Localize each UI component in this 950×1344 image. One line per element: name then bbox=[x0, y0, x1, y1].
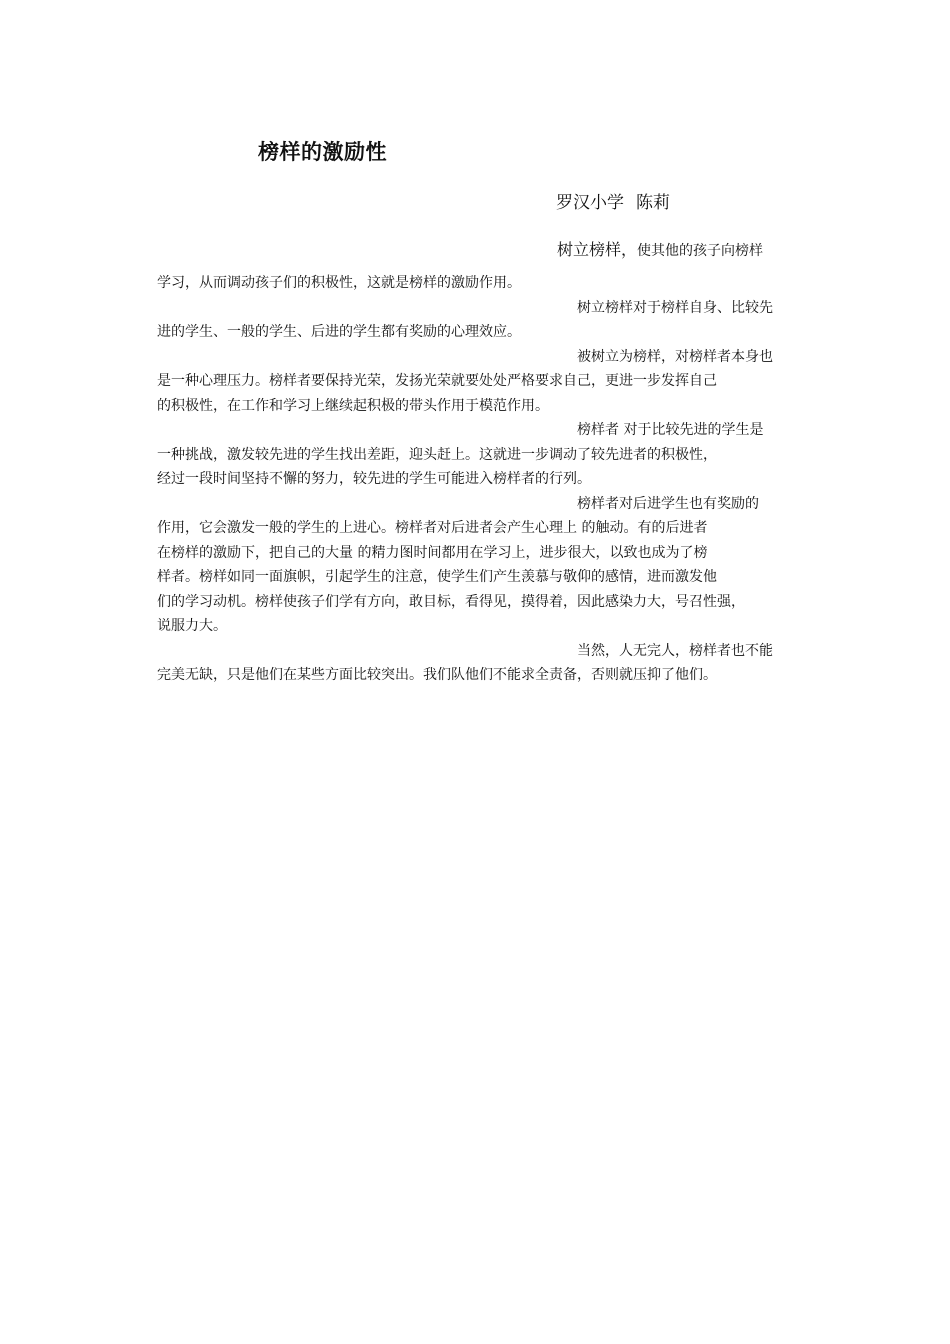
paragraph-line: 进的学生、一般的学生、后进的学生都有奖励的心理效应。 bbox=[157, 324, 521, 340]
paragraph-lead: 树立榜样， bbox=[557, 240, 638, 259]
paragraph-line: 是一种心理压力。榜样者要保持光荣，发扬光荣就要处处严格要求自己，更进一步发挥自己 bbox=[157, 373, 717, 389]
paragraph-first-line: 树立榜样，使其他的孩子向榜样 bbox=[557, 240, 764, 259]
paragraph-first-line: 榜样者对后进学生也有奖励的 bbox=[577, 495, 759, 512]
paragraph-line: 作用，它会激发一般的学生的上进心。榜样者对后进者会产生心理上 的触动。有的后进者 bbox=[157, 520, 708, 536]
author-name: 陈莉 bbox=[636, 193, 670, 213]
paragraph-first-line: 当然，人无完人，榜样者也不能 bbox=[577, 642, 773, 659]
paragraph-line: 们的学习动机。榜样使孩子们学有方向，敢目标，看得见，摸得着，因此感染力大，号召性强， bbox=[157, 593, 745, 610]
paragraph bbox=[157, 492, 817, 639]
document-title: 榜样的激励性 bbox=[258, 140, 387, 164]
paragraph-line: 一种挑战，激发较先进的学生找出差距，迎头赶上。这就进一步调动了较先进者的积极性， bbox=[157, 446, 717, 463]
paragraph-line: 说服力大。 bbox=[157, 618, 227, 634]
paragraph bbox=[157, 236, 817, 296]
paragraph bbox=[157, 418, 817, 492]
paragraph-first-line: 树立榜样对于榜样自身、比较先 bbox=[577, 299, 773, 316]
paragraph bbox=[157, 345, 817, 419]
document-body bbox=[157, 236, 817, 688]
paragraph-line: 的积极性，在工作和学习上继续起积极的带头作用于模范作用。 bbox=[157, 397, 549, 414]
author-line bbox=[556, 188, 670, 213]
paragraph bbox=[157, 639, 817, 688]
author-school: 罗汉小学 bbox=[556, 193, 624, 213]
paragraph-line: 经过一段时间坚持不懈的努力，较先进的学生可能进入榜样者的行列。 bbox=[157, 471, 591, 487]
paragraph-first-line: 榜样者 对于比较先进的学生是 bbox=[577, 422, 764, 438]
paragraph-line: 样者。榜样如同一面旗帜，引起学生的注意，使学生们产生羡慕与敬仰的感情，进而激发他 bbox=[157, 569, 717, 585]
paragraph-line: 在榜样的激励下，把自己的大量 的精力图时间都用在学习上，进步很大，以致也成为了榜 bbox=[157, 544, 708, 561]
paragraph-line: 完美无缺，只是他们在某些方面比较突出。我们队他们不能求全责备，否则就压抑了他们。 bbox=[157, 667, 717, 683]
paragraph-line: 学习，从而调动孩子们的积极性，这就是榜样的激励作用。 bbox=[157, 275, 521, 291]
paragraph-first-line: 被树立为榜样，对榜样者本身也 bbox=[577, 348, 773, 365]
paragraph bbox=[157, 296, 817, 345]
